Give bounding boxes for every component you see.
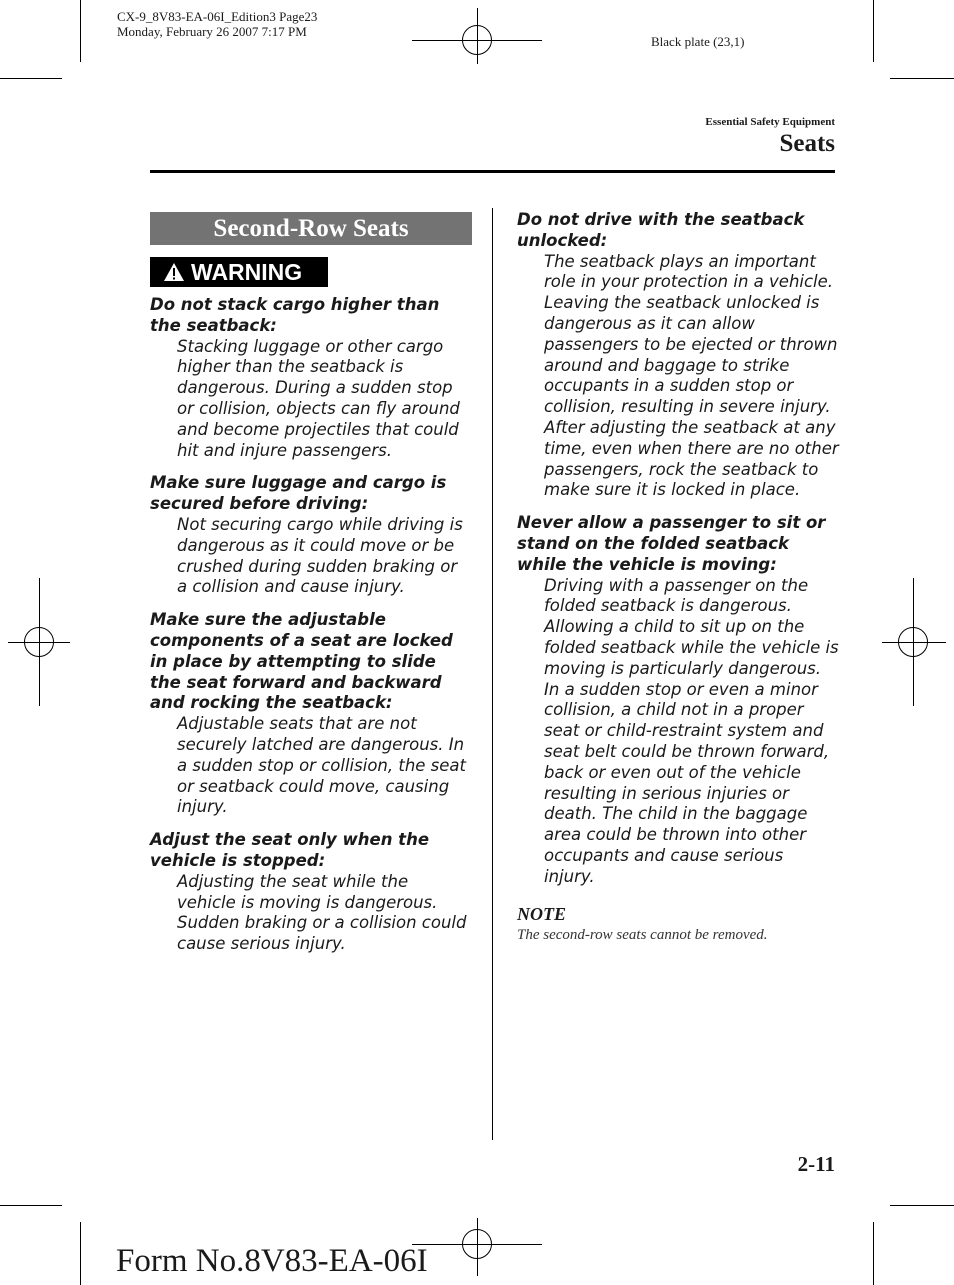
registration-circle bbox=[898, 627, 928, 657]
section-title-banner: Second-Row Seats bbox=[150, 212, 472, 245]
note-heading: NOTE bbox=[517, 903, 566, 924]
registration-circle bbox=[462, 25, 492, 55]
registration-circle bbox=[462, 1229, 492, 1259]
warning-heading: Never allow a passenger to sit or stand on the folded seatback while the vehicle is moving: bbox=[517, 513, 826, 574]
left-column bbox=[150, 212, 472, 955]
registration-circle bbox=[24, 627, 54, 657]
warning-label bbox=[150, 257, 328, 287]
warning-heading: Adjust the seat only when the vehicle is stopped: bbox=[150, 830, 430, 870]
warning-body: Adjustable seats that are not securely latched are dangerous. In a sudden stop or collision, the seat or seatback could move, causing injury. bbox=[177, 714, 467, 817]
column-divider bbox=[492, 208, 493, 1140]
crop-mark bbox=[80, 1222, 81, 1285]
note-body: The second-row seats cannot be removed. bbox=[517, 927, 768, 944]
warning-triangle-icon bbox=[163, 262, 185, 282]
warning-text: WARNING bbox=[191, 258, 303, 285]
crop-mark bbox=[873, 0, 874, 62]
black-plate-label: Black plate (23,1) bbox=[651, 34, 745, 49]
crop-mark bbox=[890, 1205, 954, 1206]
warning-body: Driving with a passenger on the folded seatback is dangerous. Allowing a child to sit up on the folded seatback while the vehicle is moving is particularly dangerous. In a sudden stop or even a minor collision, a child not in a proper seat or child-restraint system and seat belt could be thrown forward, back or even out of the vehicle resulting in serious injuries or death. The child in the baggage area could be thrown into other occupants and cause serious injury. bbox=[544, 575, 839, 886]
form-number: Form No.8V83-EA-06I bbox=[116, 1243, 428, 1279]
warning-heading: Do not stack cargo higher than the seatback: bbox=[150, 295, 440, 335]
header-rule bbox=[150, 170, 835, 173]
print-meta-line1: CX-9_8V83-EA-06I_Edition3 Page23 bbox=[117, 9, 318, 24]
chapter-title: Seats bbox=[779, 130, 835, 157]
warning-item bbox=[517, 210, 839, 501]
warning-item bbox=[150, 610, 472, 818]
right-column bbox=[517, 210, 839, 946]
crop-mark bbox=[890, 78, 954, 79]
warning-heading: Do not drive with the seatback unlocked: bbox=[517, 210, 805, 250]
warning-heading: Make sure the adjustable components of a seat are locked in place by attempting to slide the seat forward and backward and rocking the seatback: bbox=[150, 610, 453, 713]
crop-mark bbox=[0, 1205, 62, 1206]
warning-item bbox=[150, 830, 472, 955]
print-meta bbox=[117, 9, 317, 39]
section-name: Essential Safety Equipment bbox=[705, 116, 835, 128]
warning-item bbox=[150, 295, 472, 461]
warning-body: The seatback plays an important role in your protection in a vehicle. Leaving the seatback unlocked is dangerous as it can allow passengers to be ejected or thrown around and baggage to strike occupants in a sudden stop or collision, resulting in severe injury. After adjusting the seatback at any time, even when there are no other passengers, rock the seatback to make sure it is locked in place. bbox=[544, 251, 839, 500]
warning-body: Not securing cargo while driving is dangerous as it could move or be crushed during sudden braking or a collision and cause injury. bbox=[177, 514, 463, 597]
crop-mark bbox=[80, 0, 81, 62]
warning-item bbox=[150, 473, 472, 598]
warning-body: Stacking luggage or other cargo higher than the seatback is dangerous. During a sudden stop or collision, objects can fly around and become projectiles that could hit and injure passengers. bbox=[177, 336, 460, 460]
page-number: 2-11 bbox=[797, 1152, 835, 1176]
crop-mark bbox=[0, 78, 62, 79]
warning-heading: Make sure luggage and cargo is secured before driving: bbox=[150, 473, 447, 514]
crop-mark bbox=[873, 1222, 874, 1285]
warning-item bbox=[517, 513, 839, 887]
print-meta-line2: Monday, February 26 2007 7:17 PM bbox=[117, 24, 307, 39]
warning-body: Adjusting the seat while the vehicle is moving is dangerous. Sudden braking or a collision could cause serious injury. bbox=[177, 871, 467, 954]
